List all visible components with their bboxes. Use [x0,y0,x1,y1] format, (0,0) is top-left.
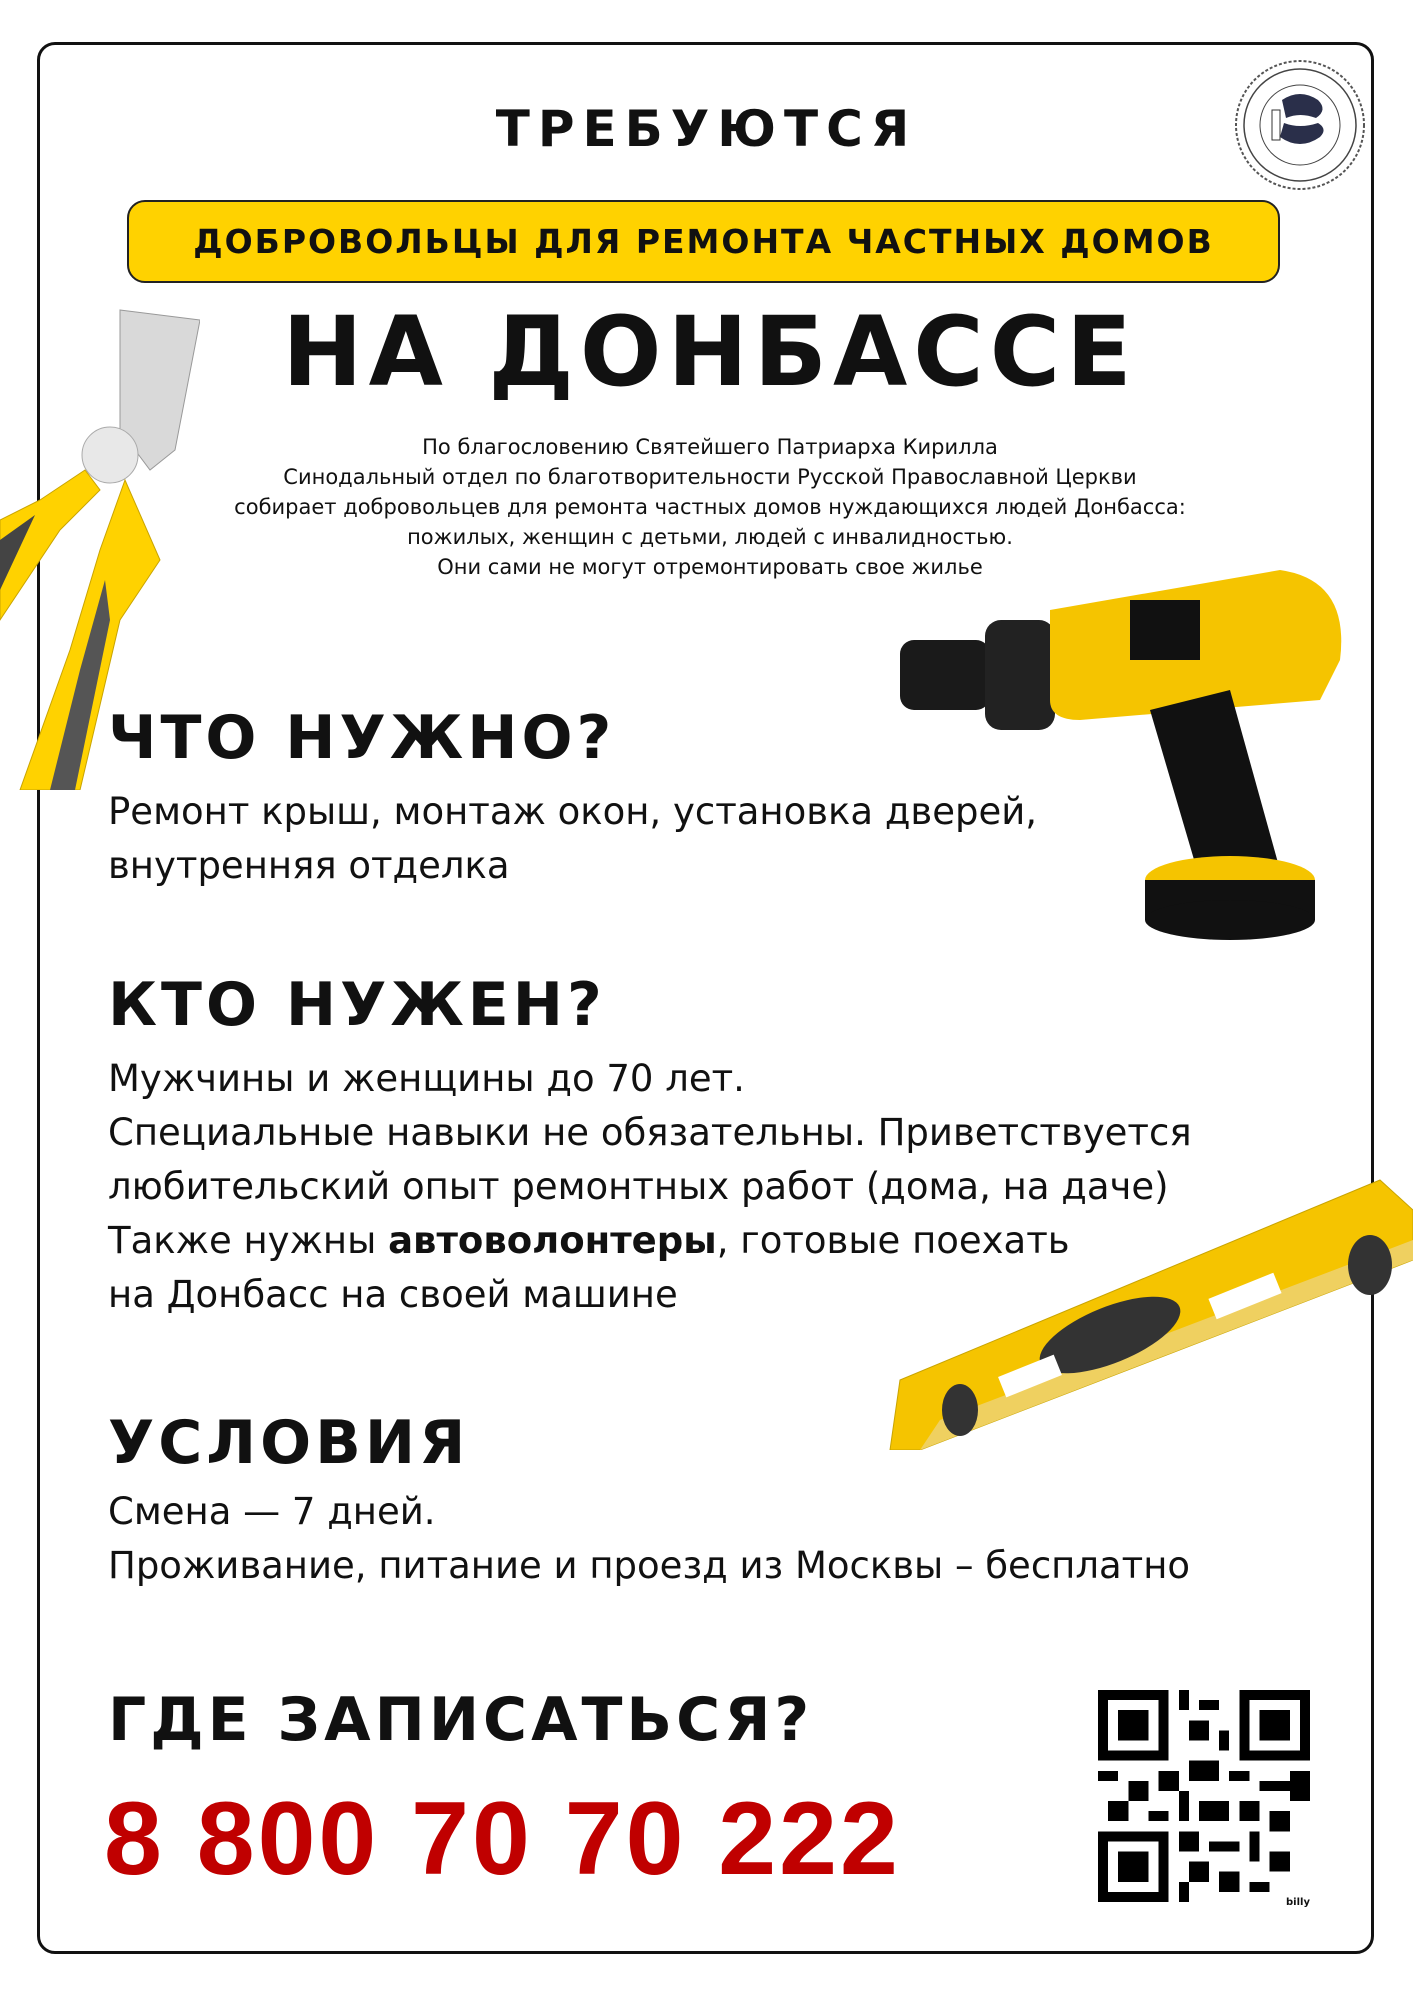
qr-brand-label: billy [1286,1897,1310,1908]
intro-line: По благословению Святейшего Патриарха Кирилла [422,435,998,459]
volunteers-banner [127,200,1280,283]
body-line: Специальные навыки не обязательны. Приветствуется [108,1111,1192,1154]
body-line: на Донбасс на своей машине [108,1273,678,1316]
intro-line: собирает добровольцев для ремонта частных домов нуждающихся людей Донбасса: [234,495,1186,519]
body-line: Смена — 7 дней. [108,1490,436,1533]
what-needed-text [108,785,1037,893]
text-fragment: , готовые поехать [716,1219,1070,1262]
conditions-text [108,1485,1190,1593]
text-fragment: Также нужны [108,1219,389,1262]
intro-line: пожилых, женщин с детьми, людей с инвалидностью. [407,525,1013,549]
heading-where-to-sign-up: ГДЕ ЗАПИСАТЬСЯ? [108,1685,814,1755]
title-donbass: НА ДОНБАССЕ [282,296,1138,408]
body-line: Ремонт крыш, монтаж окон, установка дверей, [108,790,1038,833]
heading-who-needed: КТО НУЖЕН? [108,970,606,1040]
body-line: Мужчины и женщины до 70 лет. [108,1057,745,1100]
banner-text: ДОБРОВОЛЬЦЫ ДЛЯ РЕМОНТА ЧАСТНЫХ ДОМОВ [193,222,1214,261]
qr-code-icon[interactable] [1098,1690,1310,1902]
body-line: любительский опыт ремонтных работ (дома, на даче) [108,1165,1169,1208]
title-required: ТРЕБУЮТСЯ [495,100,918,158]
heading-what-needed: ЧТО НУЖНО? [108,703,616,773]
intro-line: Они сами не могут отремонтировать свое жилье [437,555,983,579]
body-line: Проживание, питание и проезд из Москвы – бесплатно [108,1544,1191,1587]
heading-conditions: УСЛОВИЯ [108,1408,470,1478]
phone-number[interactable]: 8 800 70 70 222 [104,1781,901,1897]
body-line: внутренняя отделка [108,844,510,887]
auto-volunteers-emphasis: автоволонтеры [388,1219,717,1262]
spirit-level-icon [880,1150,1413,1450]
intro-line: Синодальный отдел по благотворительности Русской Православной Церкви [283,465,1137,489]
